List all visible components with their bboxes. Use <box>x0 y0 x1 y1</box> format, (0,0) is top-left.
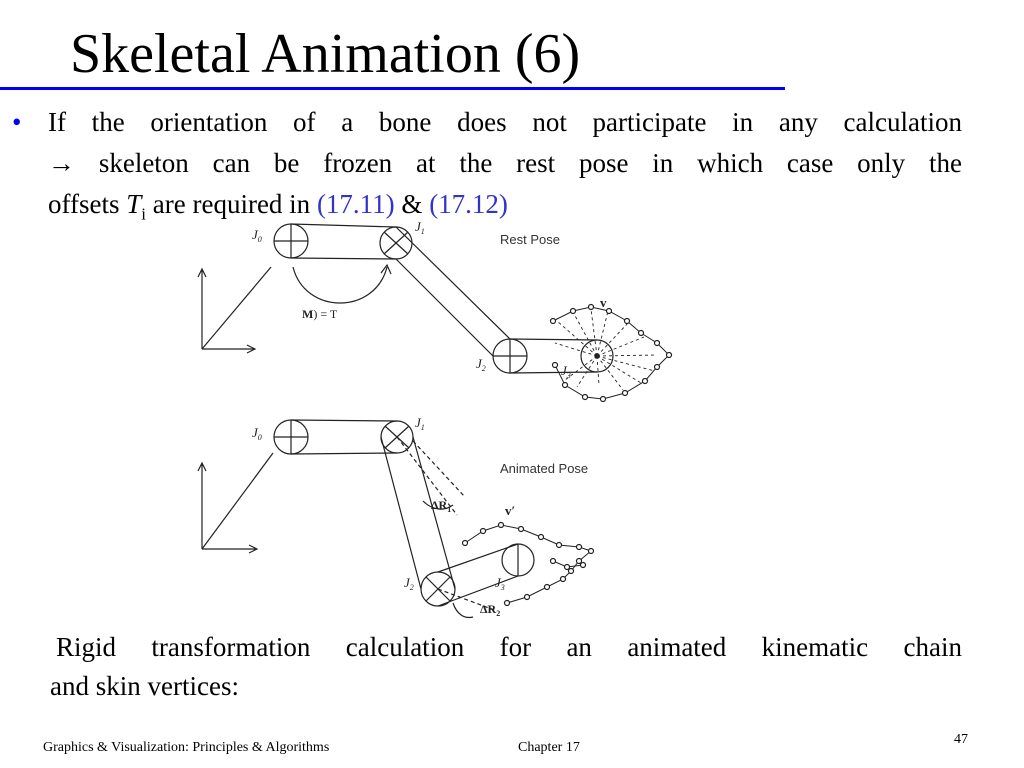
rest-label-v: v <box>600 295 607 310</box>
delta-r2-label: $\Delta R_2$ <box>480 602 501 618</box>
figure-caption <box>50 628 962 706</box>
rest-formula: M) = T <box>302 307 338 321</box>
rest-label-j0: $J_0$ <box>252 227 262 244</box>
equation-ref-2[interactable]: (17.12) <box>429 189 508 219</box>
arrow-icon: → <box>48 148 75 178</box>
rest-pose-label: Rest Pose <box>500 232 560 247</box>
caption-line-1: Rigid transformation calculation for an animated kinematic chain <box>56 632 962 662</box>
footer-book-title: Graphics & Visualization: Principles & Algorithms <box>43 740 330 755</box>
anim-label-j0: $J_0$ <box>252 425 262 442</box>
anim-label-j2: $J_2$ <box>404 575 414 592</box>
rest-label-j3: $J_3$ <box>561 363 571 380</box>
required-text: are required in <box>146 189 317 219</box>
delta-r1-label: $\Delta R_1$ <box>431 498 452 514</box>
rest-pose-diagram <box>198 224 672 402</box>
anim-label-j1: $J_1$ <box>415 415 425 432</box>
bullet-line-2-text: skeleton can be frozen at the rest pose in which case only the <box>75 148 962 178</box>
title-underline <box>0 87 785 90</box>
offset-symbol: T <box>126 189 142 219</box>
bullet-marker: • <box>12 107 22 137</box>
kinematic-chain-figure <box>195 215 685 625</box>
rest-label-j1: $J_1$ <box>415 219 425 236</box>
offsets-text: offsets <box>48 189 127 219</box>
rest-label-j2: $J_2$ <box>476 356 486 373</box>
bullet-line-2 <box>48 143 962 184</box>
animated-pose-label: Animated Pose <box>500 461 589 476</box>
vertex-v <box>595 354 599 358</box>
bullet-line-1: If the orientation of a bone does not participate in any calculation <box>48 107 962 137</box>
animated-pose-diagram <box>198 420 594 617</box>
page-number: 47 <box>954 732 968 747</box>
footer-chapter: Chapter 17 <box>518 740 580 755</box>
slide-title: Skeletal Animation (6) <box>70 23 581 85</box>
ampersand: & <box>394 189 430 219</box>
offset-subscript: i <box>141 204 147 224</box>
anim-label-j3: $J_3$ <box>495 575 505 592</box>
anim-label-v-prime: v′ <box>505 503 516 518</box>
caption-line-2: and skin vertices: <box>50 671 239 701</box>
equation-ref-1[interactable]: (17.11) <box>316 189 395 219</box>
